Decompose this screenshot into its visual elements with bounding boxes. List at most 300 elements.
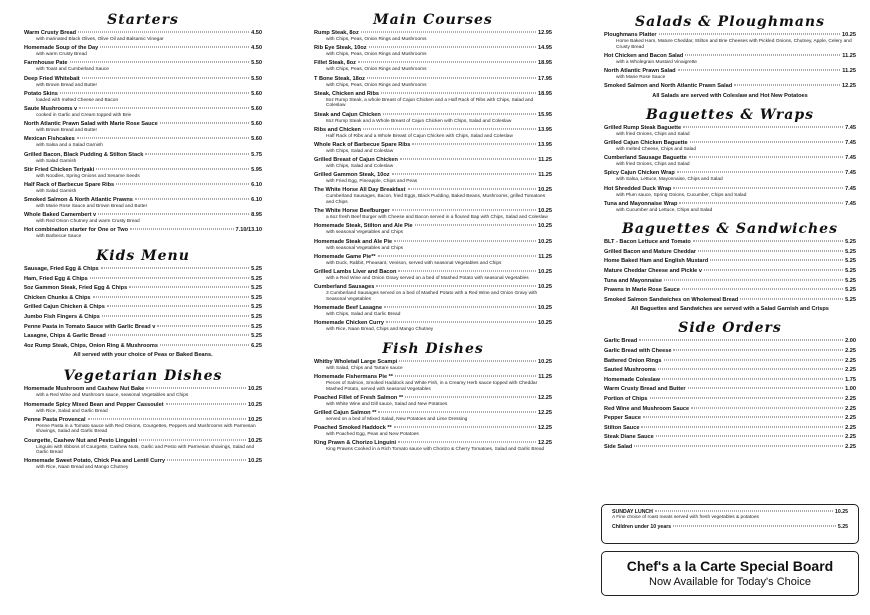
menu-item-name: Smoked Salmon and North Atlantic Prawn Salad [604,83,733,90]
menu-item-price: 12.25 [538,440,552,447]
menu-item-description: with Red Onion Chutney and warm Crusty Bread [36,219,140,225]
menu-item-row [24,304,262,311]
menu-item-name: Grilled Gammon Steak, 10oz [314,172,390,179]
leader-dots [394,427,536,428]
menu-item-name: Potato Skins [24,90,58,97]
menu-item [314,374,552,392]
leader-dots [412,143,536,144]
leader-dots [108,335,249,336]
menu-item-row [604,377,856,384]
menu-item-description: with Salad Garnish [36,188,77,194]
leader-dots [392,210,536,211]
menu-item-row [314,127,552,134]
menu-item [314,91,552,109]
sunday-lunch-label: SUNDAY LUNCH [612,509,653,515]
menu-item [24,60,262,73]
menu-item [314,60,552,73]
menu-item-name: The White Horse Beefburger [314,208,390,215]
leader-dots [101,268,250,269]
menu-item [24,45,262,58]
leader-dots [405,396,536,397]
leader-dots [643,417,843,418]
leader-dots [704,270,843,271]
menu-item-row [604,367,856,374]
menu-item-row [604,32,856,39]
menu-item-name: 4oz Rump Steak, Chips, Onion Ring & Mushrooms [24,342,158,349]
menu-item-price: 5.25 [251,294,262,301]
menu-item-row [24,276,262,283]
menu-item-description: with Duck, Rabbit, Pheasant, Venison, served with seasonal Vegetables and Chips [326,260,502,266]
menu-item-row [604,287,856,294]
menu-item [24,333,262,340]
menu-item-description: Cumberland Sausages, Bacon, fried Eggs, Black Pudding, Baked Beans, Mushrooms, grilled Tomatoes and Chips [326,194,546,206]
leader-dots [634,445,843,446]
menu-item-description: with Salad Garnish [36,158,77,164]
menu-item-row [314,269,552,276]
leader-dots [90,277,249,278]
menu-item-price: 11.25 [842,67,856,74]
menu-item-row [314,359,552,366]
menu-item-price: 10.25 [248,386,262,393]
menu-item-description: with Chips, Salad and Coleslaw [326,164,394,170]
menu-item [314,45,552,58]
leader-dots [60,92,249,93]
menu-item-name: Rump Steak, 8oz [314,30,359,36]
baguettes-section [604,105,856,214]
menu-item [314,269,552,282]
menu-item [314,172,552,185]
menu-item-row [24,152,262,159]
menu-item [604,258,856,265]
menu-item [604,444,856,451]
menu-item [314,359,552,372]
menu-item-name: Stilton Sauce [604,424,640,431]
starters-section [24,10,262,240]
sandwiches-list [604,239,856,304]
menu-item [24,458,262,471]
leader-dots [394,240,536,241]
menu-item [24,106,262,119]
menu-item-price: 12.25 [538,409,552,416]
menu-item [604,396,856,403]
leader-dots [102,316,249,317]
leader-dots [698,250,843,251]
menu-item-price: 11.25 [538,172,552,179]
menu-item-description: 3 Cumberland Sausages served on a bed of Mashed Potato with a Red Wine and Onion Gravy with Seasonal Vegetables [326,291,538,302]
menu-item [24,197,262,210]
kids-title: Kids Menu [96,248,190,265]
menu-item [604,186,856,199]
leader-dots [659,34,840,35]
menu-item-name: Farmhouse Pate [24,60,68,67]
menu-item-price: 14.95 [538,45,552,52]
column-middle [314,10,552,455]
menu-item [314,239,552,252]
menu-item [604,239,856,246]
menu-item-name: Saute Mushrooms v [24,105,78,112]
salads-note: All Salads are served with Coleslaw and Hot New Potatoes [652,92,808,99]
leader-dots [664,279,843,280]
fish-section [314,339,552,453]
menu-item-price: 18.95 [538,60,552,67]
menu-item-price: 5.60 [251,105,262,112]
menu-item-description: with fried Onions, Chips and Salad [616,131,690,137]
menu-item-row [24,324,262,331]
menu-item-name: Penne Pasta in Tomato Sauce with Garlic Bread v [24,323,156,330]
menu-item-name: Lasagne, Chips & Garlic Bread [24,333,106,340]
leader-dots [93,296,250,297]
menu-item [24,182,262,195]
menu-item-name: Ribs and Chicken [314,126,361,133]
menu-item-name: Homemade Coleslaw [604,376,660,383]
menu-item [604,338,856,345]
menu-item-price: 5.60 [251,90,262,97]
leader-dots [641,426,843,427]
leader-dots [399,360,536,361]
menu-item-description: with Cucumber and Lettuce, Chips and Salad [616,207,713,213]
menu-item-row [314,239,552,246]
menu-item [604,377,856,384]
sandwiches-note: All Baguettes and Sandwiches are served with a Salad Garnish and Crisps [631,306,829,313]
menu-item-description: with Chips, Peas, Onion Rings and Mushrooms [326,37,427,42]
menu-item [24,324,262,331]
menu-item-price: 5.25 [251,285,262,292]
menu-item-row [314,410,552,417]
menu-item [24,276,262,283]
menu-item [24,136,262,149]
fish-title: Fish Dishes [382,340,484,357]
menu-item-description: served on a bed of Mixed Salad, New Potatoes and Lime Dressing [326,416,468,422]
menu-item-name: Penne Pasta Provencal [24,416,86,423]
salads-title: Salads & Ploughmans [635,14,825,30]
leader-dots [398,442,536,443]
menu-item-name: Garlic Bread [604,338,638,345]
leader-dots [710,260,843,261]
leader-dots [146,388,246,389]
menu-item-price: 17.95 [538,75,552,82]
menu-item [604,358,856,365]
menu-item-price: 5.60 [251,136,262,143]
menu-item-name: Home Baked Ham and English Mustard [604,258,709,265]
menu-item-description: Home Baked Ham, Mature Cheddar, Stilton and Brie Cheeses with Pickled Onions, Chutney, Apple, Celery and Crusty Bread [616,39,852,50]
menu-item-price: 11.25 [538,253,552,260]
menu-item [604,170,856,183]
menu-item-row [314,142,552,149]
menu-item [314,305,552,318]
menu-item-description: with Rice, Salad and Garlic Bread [36,408,108,414]
menu-item-price: 5.25 [845,239,856,246]
menu-item [604,406,856,413]
menu-item-price: 13.95 [538,141,552,148]
menu-item-price: 13.95 [538,126,552,133]
menu-item [604,268,856,275]
menu-item-price: 12.25 [842,83,856,90]
menu-item-name: Grilled Breast of Cajun Chicken [314,157,398,164]
leader-dots [160,123,249,124]
sunday-lunch-box [601,504,859,544]
starters-title: Starters [107,12,179,28]
menu-item-price: 7.45 [845,124,856,131]
menu-item-price: 5.95 [251,166,262,173]
menu-item-price: 10.25 [248,458,262,465]
children-label: Children under 10 years [612,523,672,530]
leader-dots [361,32,536,33]
menu-item-price: 2.25 [845,348,856,355]
menu-item-price: 2.25 [845,357,856,364]
menu-item [24,121,262,134]
leader-dots [658,369,843,370]
menu-item-description: a 6oz fresh Beef Burger with Cheese and Bacon served in a floured Bap with Chips, Salad and Coleslaw [326,215,548,221]
leader-dots [78,32,249,33]
menu-item-description: 8oz Rump Steak and a Whole Breast of Cajun Chicken with Chips, Salad and Coleslaw [326,118,512,124]
leader-dots [77,138,249,139]
menu-item-name: Warm Crusty Bread [24,30,77,36]
menu-item [24,152,262,165]
menu-item [24,438,262,456]
menu-item-name: Tuna and Mayonnaise [604,277,663,284]
leader-dots [358,62,536,63]
menu-item-name: Pepper Sauce [604,415,641,422]
menu-item-row [24,402,262,409]
menu-item-name: Fillet Steak, 8oz [314,60,356,67]
menu-item-price: 5.75 [251,151,262,158]
leader-dots [398,271,536,272]
menu-item-row [24,167,262,174]
leader-dots [690,141,843,142]
menu-item-price: 10.25 [538,320,552,327]
menu-item-row [314,305,552,312]
menu-item-name: Grilled Cajun Salmon ** [314,409,377,416]
menu-item-name: Sausage, Fried Egg & Chips [24,266,99,273]
menu-item-row [604,396,856,403]
leader-dots [100,47,249,48]
starters-list [24,30,262,240]
menu-item [24,285,262,292]
menu-item-name: Homemade Fishermans Pie ** [314,373,393,380]
special-board-title: Chef's a la Carte Special Board [626,558,834,574]
leader-dots [395,375,536,376]
salads-section [604,12,856,99]
leader-dots [683,126,843,127]
leader-dots [673,187,843,188]
menu-item-name: Grilled Cajun Chicken Baguette [604,139,688,146]
menu-item [24,76,262,89]
mains-title: Main Courses [373,12,493,28]
menu-item-name: Homemade Steak and Ale Pie [314,238,393,245]
menu-item-description: with Fried Egg, Pineapple, Chips and Peas [326,179,418,185]
leader-dots [145,153,249,154]
leader-dots [682,289,843,290]
menu-item [604,249,856,256]
menu-item-row [604,53,856,60]
menu-item-name: Spicy Cajun Chicken Wrap [604,170,675,177]
leader-dots [392,174,537,175]
leader-dots [129,287,249,288]
menu-item-name: Sauted Mushrooms [604,367,656,374]
menu-item-price: 10.25 [538,284,552,291]
menu-item-name: King Prawn & Chorizo Linguini [314,440,397,447]
leader-dots [386,322,536,323]
menu-item-price: 6.10 [251,181,262,188]
leader-dots [689,157,843,158]
menu-item-price: 12.25 [538,394,552,401]
menu-item-description: with Rice, Naan Bread, Chips and Mango Chutney [326,327,434,333]
menu-item-name: Grilled Cajun Chicken & Chips [24,304,105,311]
menu-item-name: Hot Chicken and Bacon Salad [604,52,684,59]
menu-item-price: 2.25 [845,443,856,450]
menu-item-name: Mature Cheddar Cheese and Pickle v [604,268,702,275]
menu-item-description: with Chips, Peas, Onion Rings and Mushrooms [326,67,427,73]
mains-list [314,30,552,333]
sides-section [604,318,856,451]
menu-item-name: BLT - Bacon Lettuce and Tomato [604,239,691,246]
menu-item-name: Grilled Bacon, Black Pudding & Stilton Stack [24,151,144,158]
menu-item-row [24,106,262,113]
menu-item-name: Steak Diane Sauce [604,434,654,441]
menu-item-name: Deep Fried Whitebait [24,75,80,82]
menu-item-description: with melted Cheese, Chips and Salad [616,146,696,152]
leader-dots [685,54,840,55]
leader-dots [135,199,249,200]
menu-item-row [604,358,856,365]
leader-dots [408,189,537,190]
menu-item-name: Homemade Beef Lasagne [314,304,383,311]
menu-item-description: with Marie Rose Sauce and Brown Bread and Butter [36,204,148,210]
menu-item-price: 5.25 [845,248,856,255]
menu-item-price: 5.25 [845,258,856,265]
menu-item-price: 10.25 [248,437,262,444]
menu-item-name: Homemade Spicy Mixed Bean and Pepper Cassoulet [24,401,164,408]
leader-dots [367,77,536,78]
menu-item-price: 10.25 [538,223,552,230]
menu-item-price: 5.25 [251,275,262,282]
menu-item-name: Homemade Chicken Curry [314,320,384,327]
menu-item-name: Poached Smoked Haddock ** [314,425,392,432]
menu-item [24,304,262,311]
menu-item-name: Cumberland Sausages [314,284,375,291]
menu-item-description: with Poached Egg, Peas and New Potatoes [326,432,419,438]
menu-item [314,410,552,423]
menu-item-description: with a Red Wine and Onion Gravy served on a bed of Mashed Potato with seasonal Vegetables [326,276,529,281]
menu-item-price: 12.95 [538,30,552,36]
leader-dots [107,306,249,307]
menu-item-name: Smoked Salmon Sandwiches on Wholemeal Bread [604,296,739,303]
menu-item-description: with Salad, Chips and Tartare sauce [326,365,403,371]
menu-item-price: 10.25 [248,401,262,408]
salads-list [604,32,856,90]
leader-dots [650,398,844,399]
menu-item-name: Steak, Chicken and Ribs [314,90,379,97]
leader-dots [166,403,246,404]
menu-item [604,155,856,168]
menu-item [24,227,262,240]
menu-item-row [604,444,856,451]
menu-item [604,297,856,304]
leader-dots [664,359,844,360]
menu-item-price: 5.25 [251,333,262,340]
menu-item-price: 10.25 [538,208,552,215]
menu-item-price: 11.25 [538,373,552,380]
menu-item-name: The White Horse All Day Breakfast [314,187,406,194]
menu-item [314,440,552,453]
menu-item-row [604,68,856,75]
menu-item-price: 7.45 [845,200,856,207]
menu-item [604,201,856,214]
menu-item-row [604,125,856,132]
menu-item-row [24,91,262,98]
kids-note: All served with your choice of Peas or Baked Beans. [73,352,213,359]
leader-dots [381,92,536,93]
menu-item-name: 5oz Gammon Steak, Fried Egg & Chips [24,285,128,292]
sides-list [604,338,856,451]
menu-item [314,157,552,170]
menu-item [24,386,262,399]
leader-dots [98,214,249,215]
menu-item [604,348,856,355]
menu-item-description: with Plum sauce, Spring Onions, Cucumber, Chips and Salad [616,192,747,198]
menu-item-name: T Bone Steak, 18oz [314,75,365,82]
leader-dots [693,241,843,242]
menu-item-price: 7.45 [845,185,856,192]
menu-item-name: North Atlantic Prawn Salad [604,67,676,74]
menu-item-name: Jumbo Fish Fingers & Chips [24,314,100,320]
menu-item-name: Portion of Chips [604,396,648,402]
menu-item-row [314,254,552,261]
menu-item-name: Homemade Sweet Potato, Chick Pea and Lentil Curry [24,458,166,465]
menu-item-price: 10.25 [842,32,856,38]
menu-item-description: Penne Pasta in a Tomato sauce with Red Onions, Courgettes, Peppers and Mushrooms with Parmesan shavings, Salad and Garlic Bread [36,423,256,435]
menu-item-name: Hot combination starter for One or Two [24,227,129,234]
menu-item-name: Prawns in Marie Rose Sauce [604,287,680,294]
menu-item-price: 4.50 [251,30,262,36]
menu-item-name: Rib Eye Steak, 10oz [314,45,367,52]
menu-item-price: 2.25 [845,415,856,422]
menu-item-price: 10.25 [538,187,552,194]
special-board-subtitle: Now Available for Today's Choice [649,576,811,588]
leader-dots [662,378,843,379]
leader-dots [116,183,249,184]
menu-item-description: with Marie Rose Sauce [616,74,666,80]
leader-dots [376,286,536,287]
menu-item-name: Half Rack of Barbecue Spare Ribs [24,181,115,188]
menu-item-row [314,395,552,402]
menu-item-row [24,76,262,83]
menu-item-price: 12.25 [538,425,552,432]
children-row [612,524,848,530]
menu-item [604,287,856,294]
menu-item-price: 5.25 [845,296,856,303]
menu-item-price: 5.25 [845,277,856,284]
menu-item-price: 15.95 [538,111,552,118]
menu-item [314,30,552,43]
menu-item-price: 2.25 [845,405,856,412]
menu-item-description: with Chips, Salad and Garlic Bread [326,311,401,317]
menu-item-row [314,112,552,119]
menu-item-row [604,278,856,285]
column-left [24,10,262,474]
menu-item-name: Homemade Steak, Stilton and Ale Pie [314,223,413,230]
veg-section [24,366,262,471]
menu-item-row [604,415,856,422]
menu-item-row [604,434,856,441]
menu-item-row [314,76,552,83]
menu-item [24,295,262,302]
menu-item-price: 11.25 [538,157,552,164]
veg-list [24,386,262,471]
menu-item-description: with Toast and Cumberland Sauce [36,67,109,73]
menu-item-row [24,197,262,204]
sandwiches-section [604,219,856,312]
